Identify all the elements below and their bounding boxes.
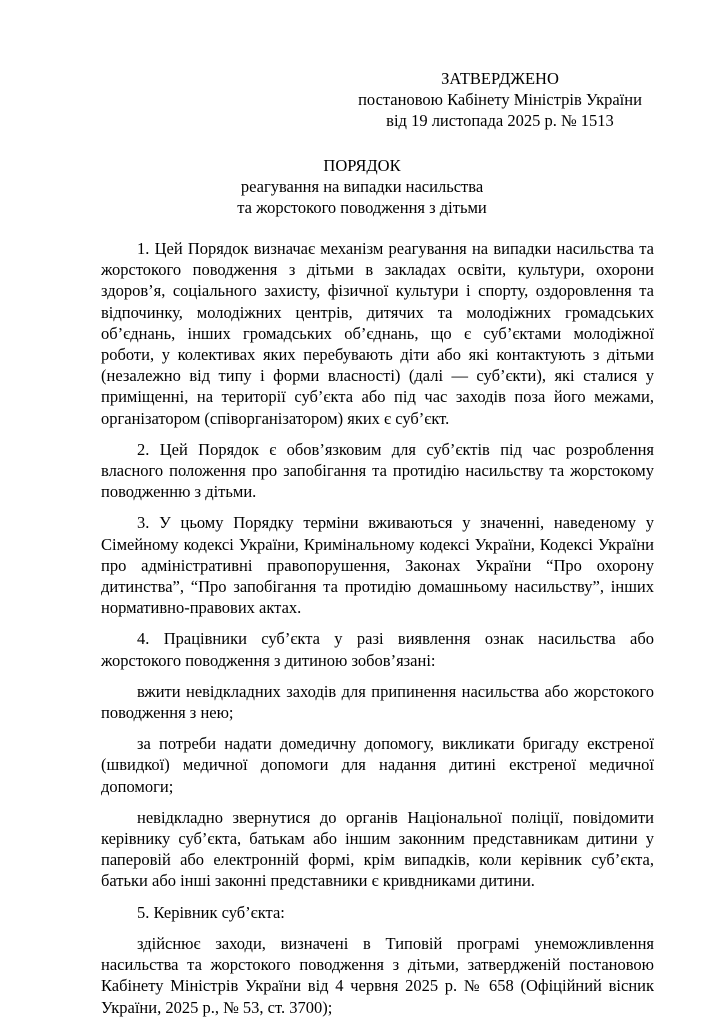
approval-heading: ЗАТВЕРДЖЕНО [441, 69, 559, 88]
paragraph-4-item-3: невідкладно звернутися до органів Національної поліції, повідомити керівнику суб’єкта, батькам або іншим законним представникам дитини у паперовій або електронній формі, крім випадків, коли керівник суб’єкта, батьки або інші законні представники є кривдниками дитини. [101, 807, 654, 891]
approval-date: від 19 листопада 2025 р. № 1513 [386, 111, 614, 130]
paragraph-1: 1. Цей Порядок визначає механізм реагування на випадки насильства та жорстокого поводження з дітьми в закладах освіти, культури, охорони здоров’я, соціального захисту, фізичної культури і спорту, оздоровлення та відпочинку, молодіжних центрів, дитячих та молодіжних громадських об’єднань, інших громадських об’єднань, що є суб’єктами молодіжної роботи, у колективах яких перебувають діти або які контактують з дітьми (незалежно від типу і форми власності) (далі — суб’єкти), які сталися у приміщенні, на території суб’єкта або під час заходів поза його межами, організатором (співорганізатором) яких є суб’єкт. [101, 239, 654, 428]
title-subtitle-line-1: реагування на випадки насильства [240, 177, 484, 196]
title-heading: ПОРЯДОК [323, 156, 401, 175]
paragraph-2: 2. Цей Порядок є обов’язковим для суб’єктів під час розроблення власного положення про запобігання та протидію насильству та жорстокому поводженню з дітьми. [101, 439, 654, 502]
title-subtitle-line-2: та жорстокого поводження з дітьми [237, 198, 487, 217]
document-body [101, 238, 654, 1028]
paragraph-4-item-2: за потреби надати домедичну допомогу, викликати бригаду екстреної (швидкої) медичної допомоги для надання дитині екстреної медичної допомоги; [101, 734, 654, 796]
document-title [0, 155, 724, 218]
approval-stamp [340, 68, 660, 131]
paragraph-5: 5. Керівник суб’єкта: [137, 902, 285, 922]
paragraph-5-item-1: здійснює заходи, визначені в Типовій програмі унеможливлення насильства та жорстокого поводження з дітьми, затвердженій постановою Кабінету Міністрів України від 4 червня 2025 р. № 658 (Офіційний вісник України, 2025 р., № 53, ст. 3700); [101, 933, 654, 1017]
paragraph-4-item-1: вжити невідкладних заходів для припинення насильства або жорстокого поводження з нею; [101, 681, 654, 723]
approval-authority: постановою Кабінету Міністрів України [358, 90, 642, 109]
paragraph-4: 4. Працівники суб’єкта у разі виявлення ознак насильства або жорстокого поводження з дитиною зобов’язані: [101, 629, 654, 670]
paragraph-3: 3. У цьому Порядку терміни вживаються у значенні, наведеному у Сімейному кодексі України, Кримінальному кодексі України, Кодексі України про адміністративні правопорушення, Законах України “Про охорону дитинства”, “Про запобігання та протидію домашньому насильству”, інших нормативно-правових актах. [101, 513, 654, 618]
